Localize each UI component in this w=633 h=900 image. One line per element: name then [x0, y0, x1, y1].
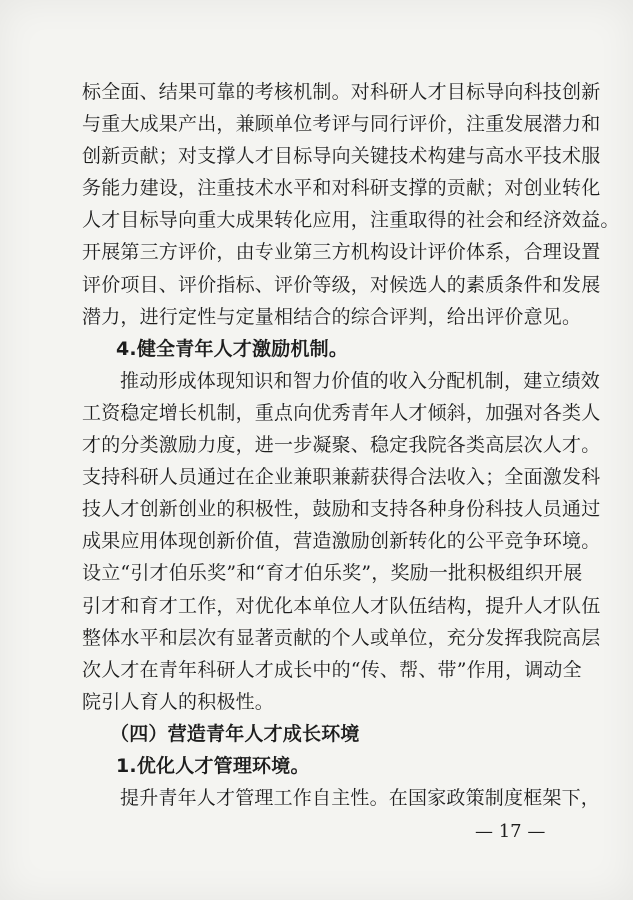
section-heading: （四）营造青年人才成长环境 — [110, 722, 360, 745]
paragraph-line: 引才和育才工作，对优化本单位人才队伍结构，提升人才队伍 — [82, 594, 601, 617]
subsection-heading: 1.优化人才管理环境。 — [116, 754, 310, 777]
paragraph-line: 潜力，进行定性与定量相结合的综合评判，给出评价意见。 — [82, 305, 582, 328]
paragraph-line: 评价项目、评价指标、评价等级，对候选人的素质条件和发展 — [82, 273, 601, 296]
paragraph-line: 人才目标导向重大成果转化应用，注重取得的社会和经济效益。 — [82, 209, 620, 232]
page-number: — 17 — — [475, 821, 546, 842]
paragraph-line: 标全面、结果可靠的考核机制。对科研人才目标导向科技创新 — [82, 81, 601, 103]
paragraph-line: 才的分类激励力度，进一步凝聚、稳定我院各类高层次人才。 — [82, 434, 601, 457]
paragraph-line: 推动形成体现知识和智力价值的收入分配机制，建立绩效 — [120, 369, 601, 392]
paragraph-line: 开展第三方评价，由专业第三方机构设计评价体系，合理设置 — [82, 241, 601, 264]
subsection-heading: 4.健全青年人才激励机制。 — [116, 337, 349, 360]
paragraph-line: 创新贡献；对支撑人才目标导向关键技术构建与高水平技术服 — [82, 145, 601, 168]
paragraph-line: 支持科研人员通过在企业兼职兼薪获得合法收入；全面激发科 — [82, 466, 601, 489]
paragraph-line: 院引人育人的积极性。 — [82, 690, 275, 713]
paragraph-line: 务能力建设，注重技术水平和对科研支撑的贡献；对创业转化 — [82, 177, 601, 200]
paragraph-line: 工资稳定增长机制，重点向优秀青年人才倾斜，加强对各类人 — [82, 401, 601, 424]
paragraph-line: 成果应用体现创新价值，营造激励创新转化的公平竞争环境。 — [82, 530, 601, 553]
paragraph-line: 整体水平和层次有显著贡献的个人或单位，充分发挥我院高层 — [82, 626, 601, 649]
paragraph-line: 提升青年人才管理工作自主性。在国家政策制度框架下， — [120, 787, 601, 810]
document-body — [82, 76, 620, 814]
paragraph-line: 次人才在青年科研人才成长中的“传、帮、带”作用，调动全 — [82, 658, 582, 681]
paragraph-line: 与重大成果产出，兼顾单位考评与同行评价，注重发展潜力和 — [82, 113, 601, 136]
paragraph-line: 技人才创新创业的积极性，鼓励和支持各种身份科技人员通过 — [82, 498, 601, 521]
paragraph-line: 设立“引才伯乐奖”和“育才伯乐奖”，奖励一批积极组织开展 — [82, 562, 583, 585]
